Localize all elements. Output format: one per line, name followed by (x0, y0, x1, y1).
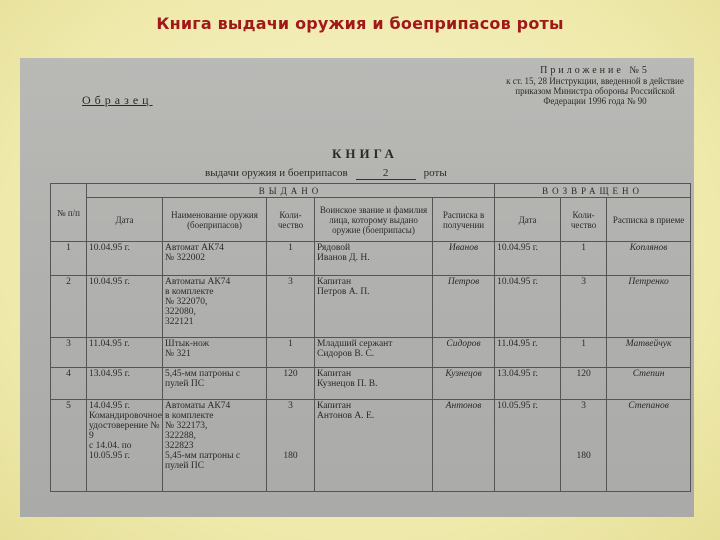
col-header-qty: Коли-чество (267, 198, 315, 242)
group-header-returned: ВОЗВРАЩЕНО (495, 184, 691, 198)
appendix-heading: Приложение №5 (540, 65, 650, 76)
cell-date: 10.04.95 г. (87, 242, 163, 276)
cell-num: 1 (51, 242, 87, 276)
cell-rank: Капитан Кузнецов П. В. (315, 368, 433, 400)
appendix-text: к ст. 15, 28 Инструкции, введенной в действие приказом Министра обороны Российской Федерации 1996 года № 90 (506, 76, 684, 106)
group-header-issued: ВЫДАНО (87, 184, 495, 198)
cell-return-qty: 1 (561, 242, 607, 276)
table-row (51, 400, 691, 492)
cell-date: 10.04.95 г. (87, 276, 163, 338)
table-row (51, 276, 691, 338)
scanned-document (20, 58, 694, 517)
cell-signature: Сидоров (433, 338, 495, 368)
cell-return-date: 13.04.95 г. (495, 368, 561, 400)
cell-return-date: 10.04.95 г. (495, 242, 561, 276)
cell-rank: Рядовой Иванов Д. Н. (315, 242, 433, 276)
cell-return-date: 10.04.95 г. (495, 276, 561, 338)
cell-qty: 3 (267, 276, 315, 338)
cell-name: Автомат АК74 № 322002 (163, 242, 267, 276)
cell-return-signature: Коплянов (607, 242, 691, 276)
col-header-num: № п/п (51, 184, 87, 242)
col-header-date: Дата (87, 198, 163, 242)
issue-log-table (50, 183, 691, 492)
cell-rank: Младший сержант Сидоров В. С. (315, 338, 433, 368)
cell-num: 5 (51, 400, 87, 492)
cell-return-qty: 1 (561, 338, 607, 368)
cell-signature: Антонов (433, 400, 495, 492)
col-header-return-receipt: Расписка в приеме (607, 198, 691, 242)
cell-return-signature: Степин (607, 368, 691, 400)
cell-name: Автоматы АК74 в комплекте № 322070, 322080, 322121 (163, 276, 267, 338)
cell-qty: 1 (267, 242, 315, 276)
col-header-rank: Воинское звание и фамилия лица, которому выдано оружие (боеприпасы) (315, 198, 433, 242)
document-title: КНИГА (332, 146, 398, 161)
cell-return-qty: 120 (561, 368, 607, 400)
sample-label: Образец (82, 93, 153, 107)
cell-return-date: 10.05.95 г. (495, 400, 561, 492)
document-subtitle (205, 167, 447, 180)
cell-qty: 3 180 (267, 400, 315, 492)
cell-date: 14.04.95 г. Командировочное удостоверение № 9 с 14.04. по 10.05.95 г. (87, 400, 163, 492)
cell-qty: 1 (267, 338, 315, 368)
cell-qty: 120 (267, 368, 315, 400)
col-header-name: Наименование оружия (боеприпасов) (163, 198, 267, 242)
col-header-return-date: Дата (495, 198, 561, 242)
cell-date: 11.04.95 г. (87, 338, 163, 368)
cell-return-signature: Матвейчук (607, 338, 691, 368)
cell-signature: Кузнецов (433, 368, 495, 400)
cell-num: 2 (51, 276, 87, 338)
cell-rank: Капитан Антонов А. Е. (315, 400, 433, 492)
cell-signature: Петров (433, 276, 495, 338)
cell-return-date: 11.04.95 г. (495, 338, 561, 368)
cell-date: 13.04.95 г. (87, 368, 163, 400)
col-header-return-qty: Коли-чество (561, 198, 607, 242)
cell-return-qty: 3 (561, 276, 607, 338)
table-row (51, 368, 691, 400)
cell-return-signature: Петренко (607, 276, 691, 338)
cell-num: 4 (51, 368, 87, 400)
cell-signature: Иванов (433, 242, 495, 276)
table-row (51, 338, 691, 368)
col-header-receipt: Расписка в получении (433, 198, 495, 242)
cell-num: 3 (51, 338, 87, 368)
slide-title: Книга выдачи оружия и боеприпасов роты (156, 14, 564, 33)
cell-name: Автоматы АК74 в комплекте № 322173, 322288, 322823 5,45-мм патроны с пулей ПС (163, 400, 267, 492)
company-word: роты (423, 167, 447, 179)
company-number: 2 (356, 167, 416, 180)
appendix-note (500, 66, 690, 106)
cell-return-qty: 3 180 (561, 400, 607, 492)
cell-name: Штык-нож № 321 (163, 338, 267, 368)
cell-name: 5,45-мм патроны с пулей ПС (163, 368, 267, 400)
subtitle-text: выдачи оружия и боеприпасов (205, 167, 348, 179)
cell-return-signature: Степанов (607, 400, 691, 492)
table-row (51, 242, 691, 276)
cell-rank: Капитан Петров А. П. (315, 276, 433, 338)
